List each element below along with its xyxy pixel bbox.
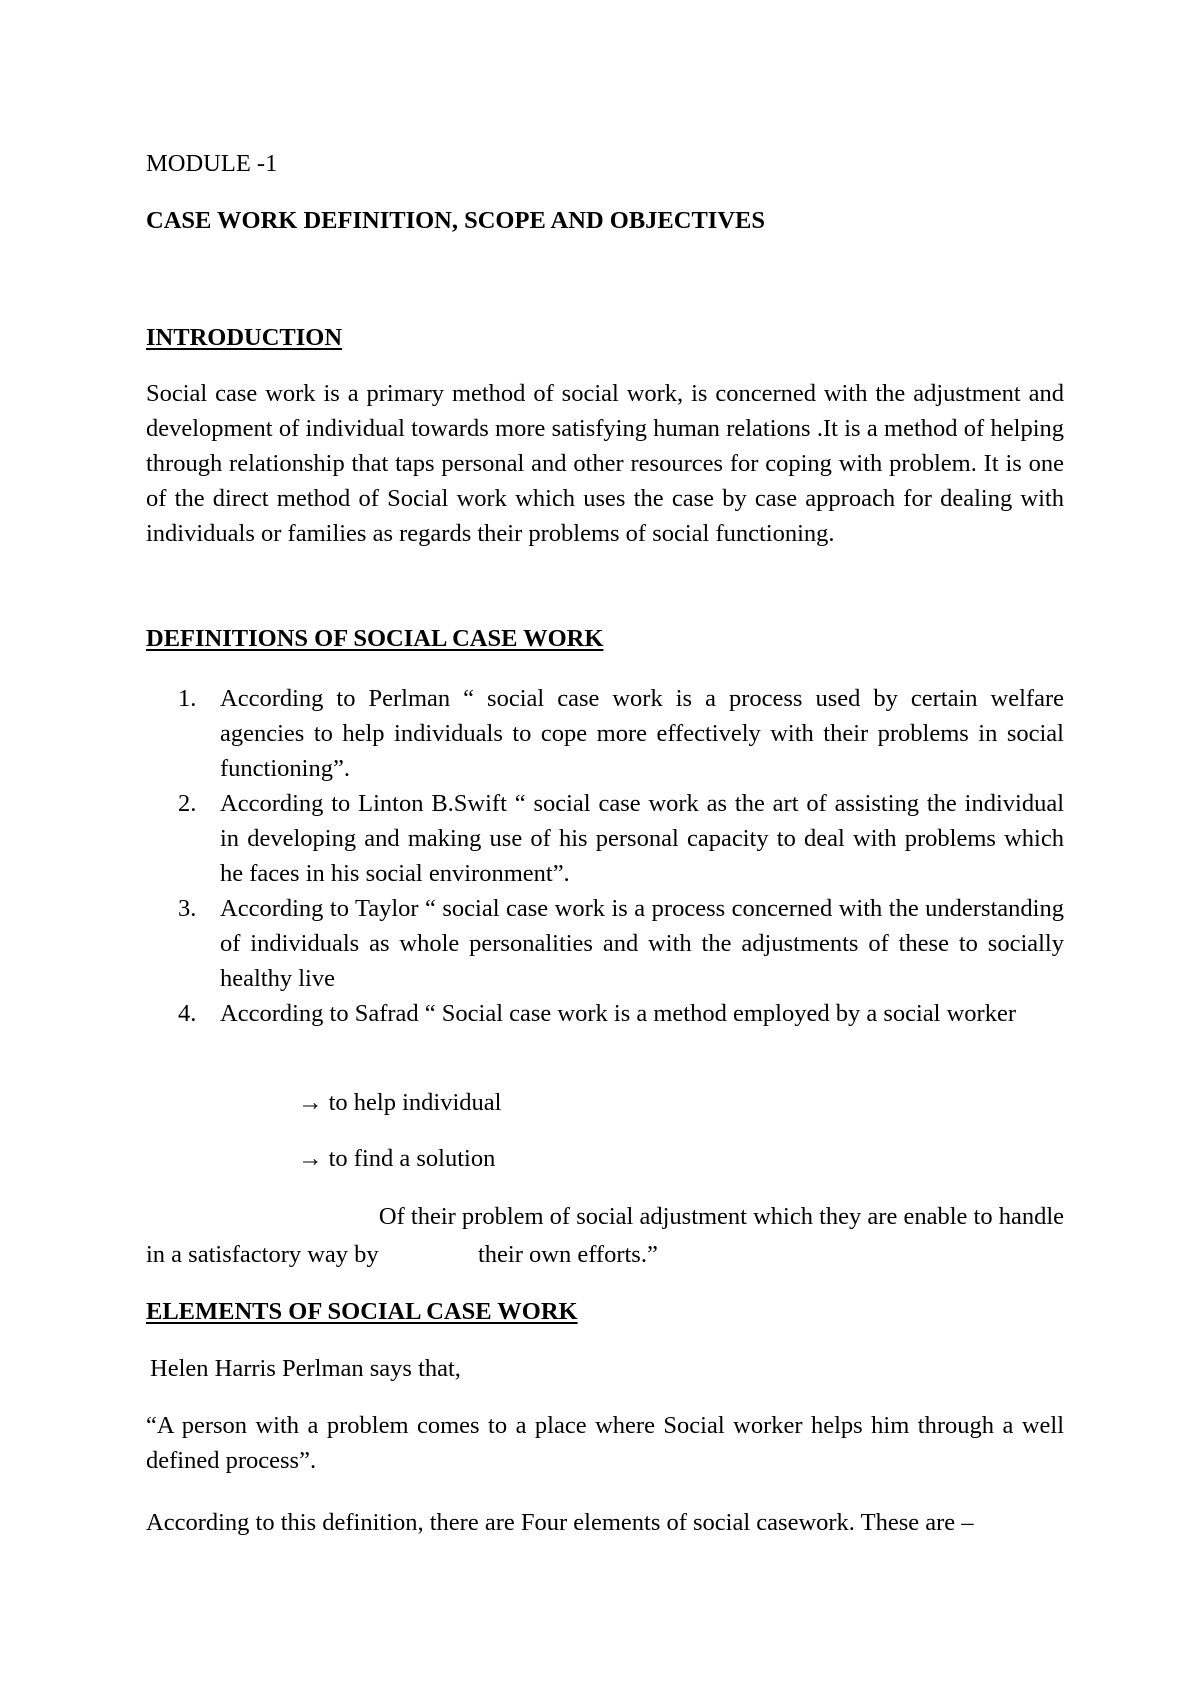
introduction-heading: INTRODUCTION — [146, 324, 343, 351]
elements-attribution: Helen Harris Perlman says that, — [150, 1355, 461, 1382]
continuation-line-part-b: their own efforts.” — [478, 1241, 658, 1268]
definition-text: According to Linton B.Swift “ social case work as the art of assisting the individual in developing and making use of his personal capacity to deal with problems which he faces in his social environment”. — [220, 790, 1064, 887]
definition-item — [146, 786, 1064, 891]
arrow-point-help-individual: → to help individual — [298, 1089, 502, 1116]
module-label: MODULE -1 — [146, 150, 278, 177]
definition-text: According to Safrad “ Social case work is a method employed by a social worker — [220, 1000, 1016, 1027]
continuation-line: Of their problem of social adjustment which they are enable to handle — [378, 1203, 1064, 1230]
definition-item — [146, 996, 1064, 1031]
definition-text: According to Perlman “ social case work is a process used by certain welfare agencies to help individuals to cope more effectively with their problems in social functioning”. — [220, 685, 1064, 782]
definition-text: According to Taylor “ social case work is a process concerned with the understanding of individuals as whole personalities and with the adjustments of these to socially healthy live — [220, 895, 1064, 992]
introduction-paragraph: Social case work is a primary method of social work, is concerned with the adjustment and development of individual towards more satisfying human relations .It is a method of helping through relationship that taps personal and other resources for coping with problem. It is one of the direct method of Social work which uses the case by case approach for dealing with individuals or families as regards their problems of social functioning. — [146, 380, 1064, 547]
list-number: 2. — [178, 790, 197, 817]
list-number: 1. — [178, 685, 197, 712]
elements-summary: According to this definition, there are Four elements of social casework. These are – — [146, 1509, 974, 1536]
list-number: 3. — [178, 895, 197, 922]
definition-item — [146, 891, 1064, 996]
elements-heading: ELEMENTS OF SOCIAL CASE WORK — [146, 1298, 578, 1325]
continuation-line-part-a: in a satisfactory way by — [146, 1241, 379, 1268]
definitions-heading: DEFINITIONS OF SOCIAL CASE WORK — [146, 625, 604, 652]
definitions-list — [146, 681, 1064, 1031]
document-title: CASE WORK DEFINITION, SCOPE AND OBJECTIVES — [146, 207, 765, 234]
definition-item — [146, 681, 1064, 786]
elements-quote: “A person with a problem comes to a place where Social worker helps him through a well defined process”. — [146, 1412, 1064, 1474]
arrow-point-find-solution: → to find a solution — [298, 1145, 496, 1172]
list-number: 4. — [178, 1000, 197, 1027]
